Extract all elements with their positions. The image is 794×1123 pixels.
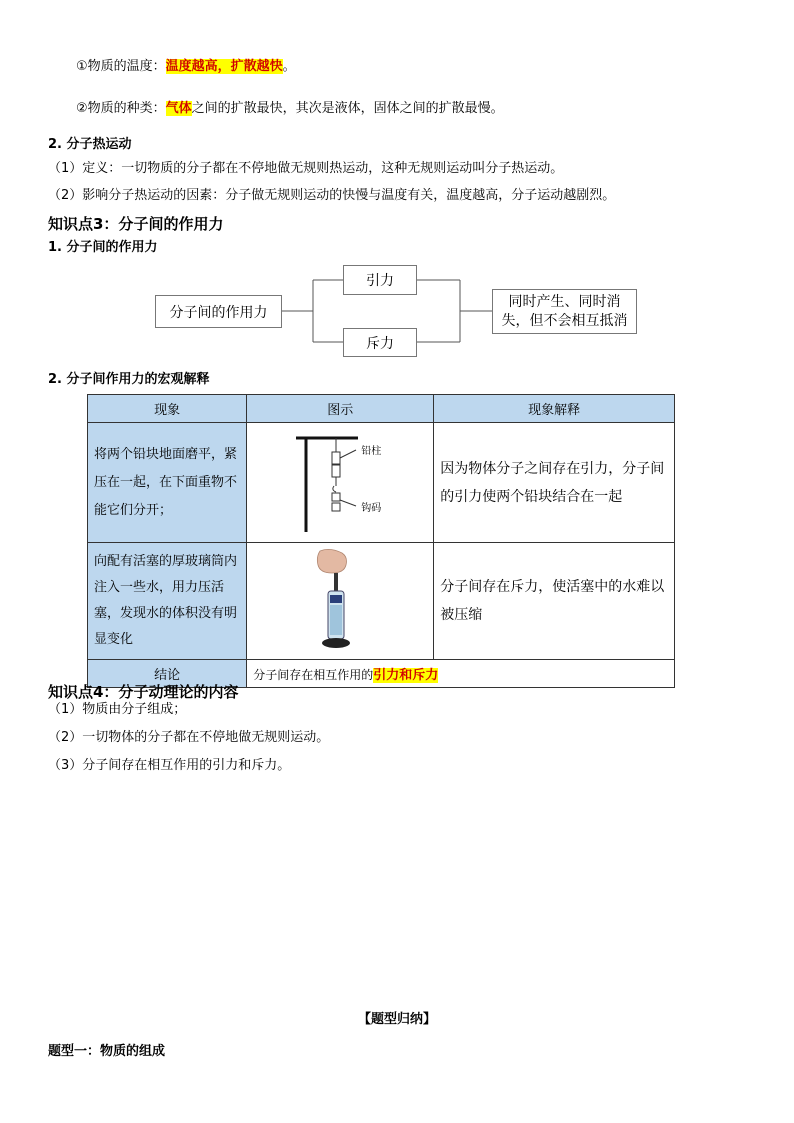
illustration-cell <box>247 423 434 543</box>
diagram-attraction-box: 引力 <box>343 265 417 295</box>
question-type-heading: 题型一：物质的组成 <box>48 1044 166 1059</box>
list-item: （1）物质由分子组成； <box>48 702 187 717</box>
lead-cylinder-illustration <box>248 424 432 541</box>
explanation-cell: 因为物体分子之间存在引力，分子间的引力使两个铅块结合在一起 <box>434 423 675 543</box>
subheading-intermolecular-force: 1. 分子间的作用力 <box>48 240 158 255</box>
substance-rest: 之间的扩散最快，其次是液体，固体之间的扩散最慢。 <box>191 101 504 116</box>
substance-highlight: 气体 <box>165 101 192 116</box>
piston-cylinder-illustration <box>248 547 432 656</box>
table-header: 现象解释 <box>434 395 675 423</box>
phenomenon-cell: 将两个铅块地面磨平，紧压在一起，在下面重物不能它们分开； <box>88 423 247 543</box>
diagram-repulsion-box: 斥力 <box>343 328 417 357</box>
temperature-label: ①物质的温度： <box>76 59 166 74</box>
weight-label: 钩码 <box>361 503 382 514</box>
section-title: 【题型归纳】 <box>357 1012 436 1027</box>
diagram-result-box <box>492 289 637 334</box>
knowledge-point-3-heading: 知识点3：分子间的作用力 <box>48 215 224 233</box>
list-item: （3）分子间存在相互作用的引力和斥力。 <box>48 758 291 773</box>
lead-cylinder-label: 铅柱 <box>361 446 382 457</box>
temperature-end: 。 <box>282 59 296 74</box>
conclusion-highlight: 引力和斥力 <box>373 668 439 683</box>
list-item: （2）一切物体的分子都在不停地做无规则运动。 <box>48 730 330 745</box>
subheading-macro-explanation: 2. 分子间作用力的宏观解释 <box>48 372 210 387</box>
explanation-table <box>87 394 675 688</box>
substance-label: ②物质的种类： <box>76 101 166 116</box>
table-header: 现象 <box>88 395 247 423</box>
diagram-force-box: 分子间的作用力 <box>155 295 282 328</box>
thermal-motion-definition: （1）定义：一切物质的分子都在不停地做无规则热运动，这种无规则运动叫分子热运动。 <box>48 161 564 176</box>
knowledge-point-4-heading: 知识点4：分子动理论的内容 <box>48 683 239 701</box>
diagram-result-line2: 失，但不会相互抵消 <box>501 312 628 329</box>
table-header-row <box>88 395 675 423</box>
phenomenon-cell: 向配有活塞的厚玻璃筒内注入一些水，用力压活塞，发现水的体积没有明显变化 <box>88 543 247 660</box>
conclusion-cell <box>247 660 675 688</box>
temperature-highlight: 温度越高，扩散越快 <box>165 59 283 74</box>
conclusion-label: 结论 <box>88 660 247 688</box>
table-row <box>88 543 675 660</box>
table-row <box>88 423 675 543</box>
illustration-cell <box>247 543 434 660</box>
explanation-cell: 分子间存在斥力，使活塞中的水难以被压缩 <box>434 543 675 660</box>
thermal-motion-factor: （2）影响分子热运动的因素：分子做无规则运动的快慢与温度有关，温度越高，分子运动越剧烈。 <box>48 188 616 203</box>
conclusion-text: 分子间存在相互作用的 <box>253 668 374 682</box>
table-header: 图示 <box>247 395 434 423</box>
section-heading-thermal-motion: 2. 分子热运动 <box>48 137 132 152</box>
diagram-result-line1: 同时产生、同时消 <box>508 293 621 310</box>
